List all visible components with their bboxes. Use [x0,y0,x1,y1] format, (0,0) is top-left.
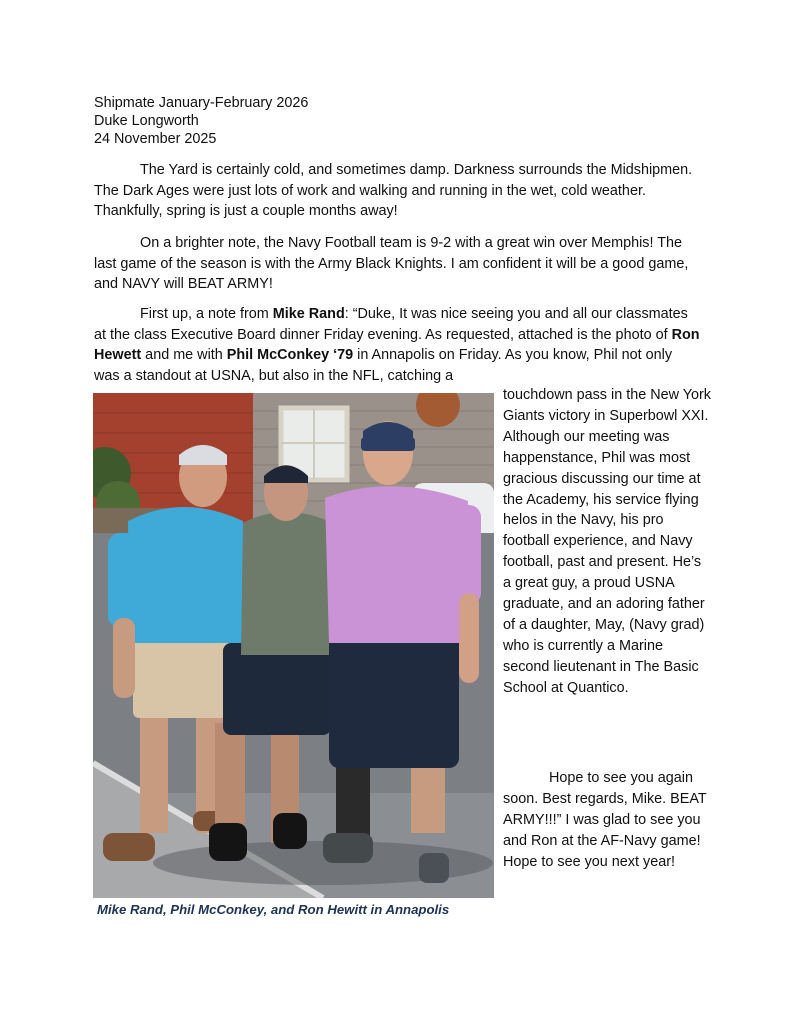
text-run: First up, a note from [140,306,273,322]
photo-illustration [93,393,494,898]
paragraph-side: touchdown pass in the New York Giants victory in Superbowl XXI. Although our meeting was happenstance, Phil was most gracious discussing our time at the Academy, his service flying helos in the Navy, his pro football experience, and Navy football, past and present. He’s a great guy, a proud USNA graduate, and an adoring father of a daughter, May, (Navy grad) who is currently a Marine second lieutenant in The Basic School at Quantico. [503,387,711,696]
date-line: 24 November 2025 [94,131,217,147]
article-header [94,94,308,148]
paragraph-closing: Hope to see you again soon. Best regards, Mike. BEAT ARMY!!!” I was glad to see you and Ron at the AF-Navy game! Hope to see you next year! [503,770,707,870]
paragraph-football: On a brighter note, the Navy Football team is 9-2 with a great win over Memphis! The last game of the season is with the Army Black Knights. I am confident it will be a good game, and NAVY will BEAT ARMY! [94,235,689,292]
paragraph-note [94,304,700,386]
group-photo [93,393,494,898]
bold-name: Ron Hewett [94,326,700,363]
text-run: in Annapolis on Friday. As you know, Phil not only was a standout at USNA, but also in the NFL, catching a [94,347,673,384]
author-line: Duke Longworth [94,113,199,129]
bold-name: Phil McConkey ‘79 [226,347,354,363]
publication-line: Shipmate January-February 2026 [94,95,309,111]
photo-caption: Mike Rand, Phil McConkey, and Ron Hewitt in Annapolis [97,902,450,917]
text-run: : “Duke, It was nice seeing you and all our classmates at the class Executive Board dinner Friday evening. As requested, attached is the photo of [94,306,688,343]
bold-name: Mike Rand [272,306,345,322]
text-run: and me with [141,347,227,363]
paragraph-weather: The Yard is certainly cold, and sometimes damp. Darkness surrounds the Midshipmen. The Dark Ages were just lots of work and walking and running in the wet, cold weather. Thankfully, spring is just a couple months away! [94,162,693,219]
